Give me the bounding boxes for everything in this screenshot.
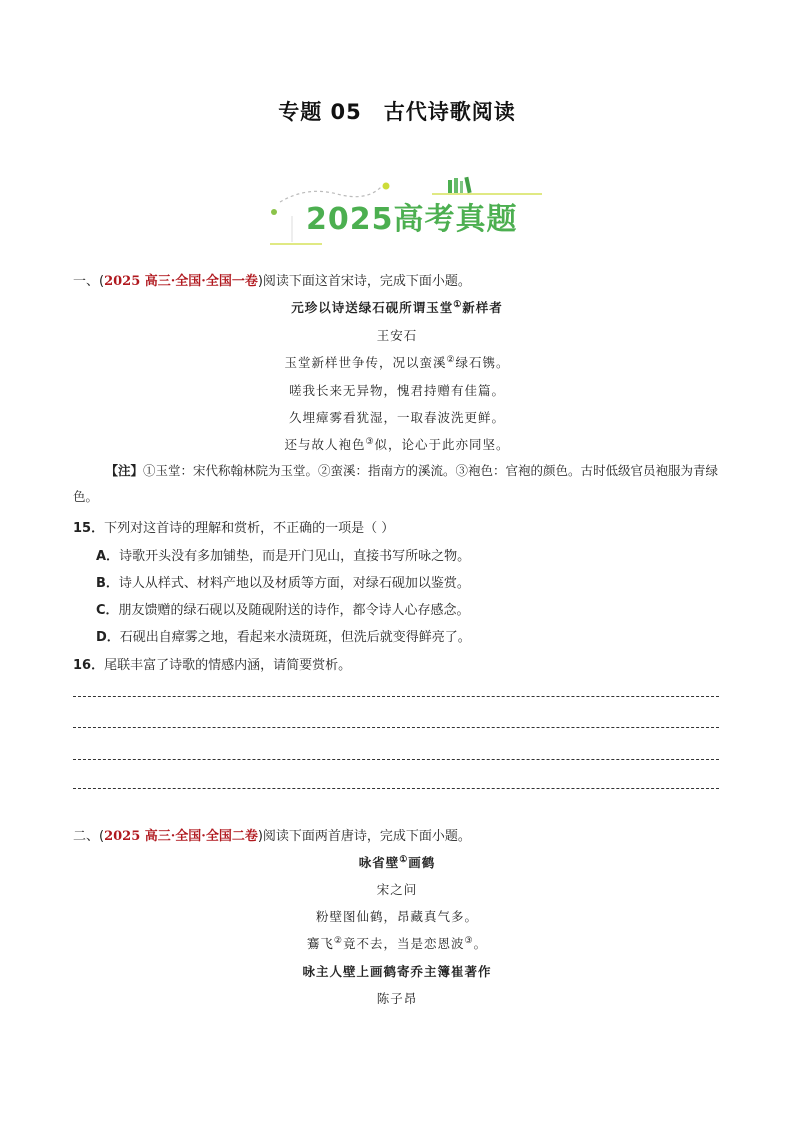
poem-line-4: 还与故人袍色③似，论心于此亦同坚。 <box>284 436 510 452</box>
section2-source: 2025 高三·全国·全国二卷 <box>104 829 258 844</box>
poem2-title: 咏省壁①画鹤 <box>358 854 436 870</box>
poem3-title: 咏主人壁上画鹤寄乔主簿崔著作 <box>302 964 492 979</box>
poem2-author: 宋之问 <box>376 882 418 897</box>
section2-header: 二、(2025 高三·全国·全国二卷)阅读下面两首唐诗，完成下面小题。 <box>73 829 471 844</box>
poem-line-1: 玉堂新样世争传，况以蛮溪②绿石镌。 <box>284 354 510 370</box>
poem3-author: 陈子昂 <box>376 991 418 1006</box>
poem-line-3: 久埋瘴雾看犹湿，一取春波洗更鲜。 <box>288 410 505 425</box>
section-banner <box>262 172 552 252</box>
poem-author: 王安石 <box>376 328 418 343</box>
title-left: 专题 05 <box>278 100 362 124</box>
answer-line-1[interactable] <box>73 696 719 697</box>
section1-header: 一、(2025 高三·全国·全国一卷)阅读下面这首宋诗，完成下面小题。 <box>73 274 471 289</box>
option-b[interactable]: B．诗人从样式、材料产地以及材质等方面，对绿石砚加以鉴赏。 <box>96 576 470 591</box>
section1-source: 2025 高三·全国·全国一卷 <box>104 274 258 289</box>
answer-line-2[interactable] <box>73 727 719 728</box>
page-title <box>0 96 794 126</box>
answer-line-4[interactable] <box>73 788 719 789</box>
poem2-line-2: 鶱飞②竟不去，当是恋恩波③。 <box>306 935 488 951</box>
poem2-line-1: 粉壁图仙鹤，昂藏真气多。 <box>315 909 478 924</box>
title-right: 古代诗歌阅读 <box>383 100 516 124</box>
question-16: 16．尾联丰富了诗歌的情感内涵，请简要赏析。 <box>73 658 352 673</box>
option-d[interactable]: D．石砚出自瘴雾之地，看起来水渍斑斑，但洗后就变得鲜亮了。 <box>96 630 471 645</box>
banner-text: 2025高考真题 <box>306 202 518 237</box>
option-c[interactable]: C．朋友馈赠的绿石砚以及随砚附送的诗作，都令诗人心存感念。 <box>96 603 470 618</box>
answer-line-3[interactable] <box>73 759 719 760</box>
poem-line-2: 嗟我长来无异物，愧君持赠有佳篇。 <box>288 383 505 398</box>
poem-notes: 【注】①玉堂：宋代称翰林院为玉堂。②蛮溪：指南方的溪流。③袍色：官袍的颜色。古时低级官员袍服为青绿色。 <box>73 463 719 504</box>
question-15: 15．下列对这首诗的理解和赏析，不正确的一项是（ ） <box>73 521 395 536</box>
poem-title: 元珍以诗送绿石砚所谓玉堂①新样者 <box>291 299 503 315</box>
option-a[interactable]: A．诗歌开头没有多加铺垫，而是开门见山，直接书写所咏之物。 <box>96 549 471 564</box>
